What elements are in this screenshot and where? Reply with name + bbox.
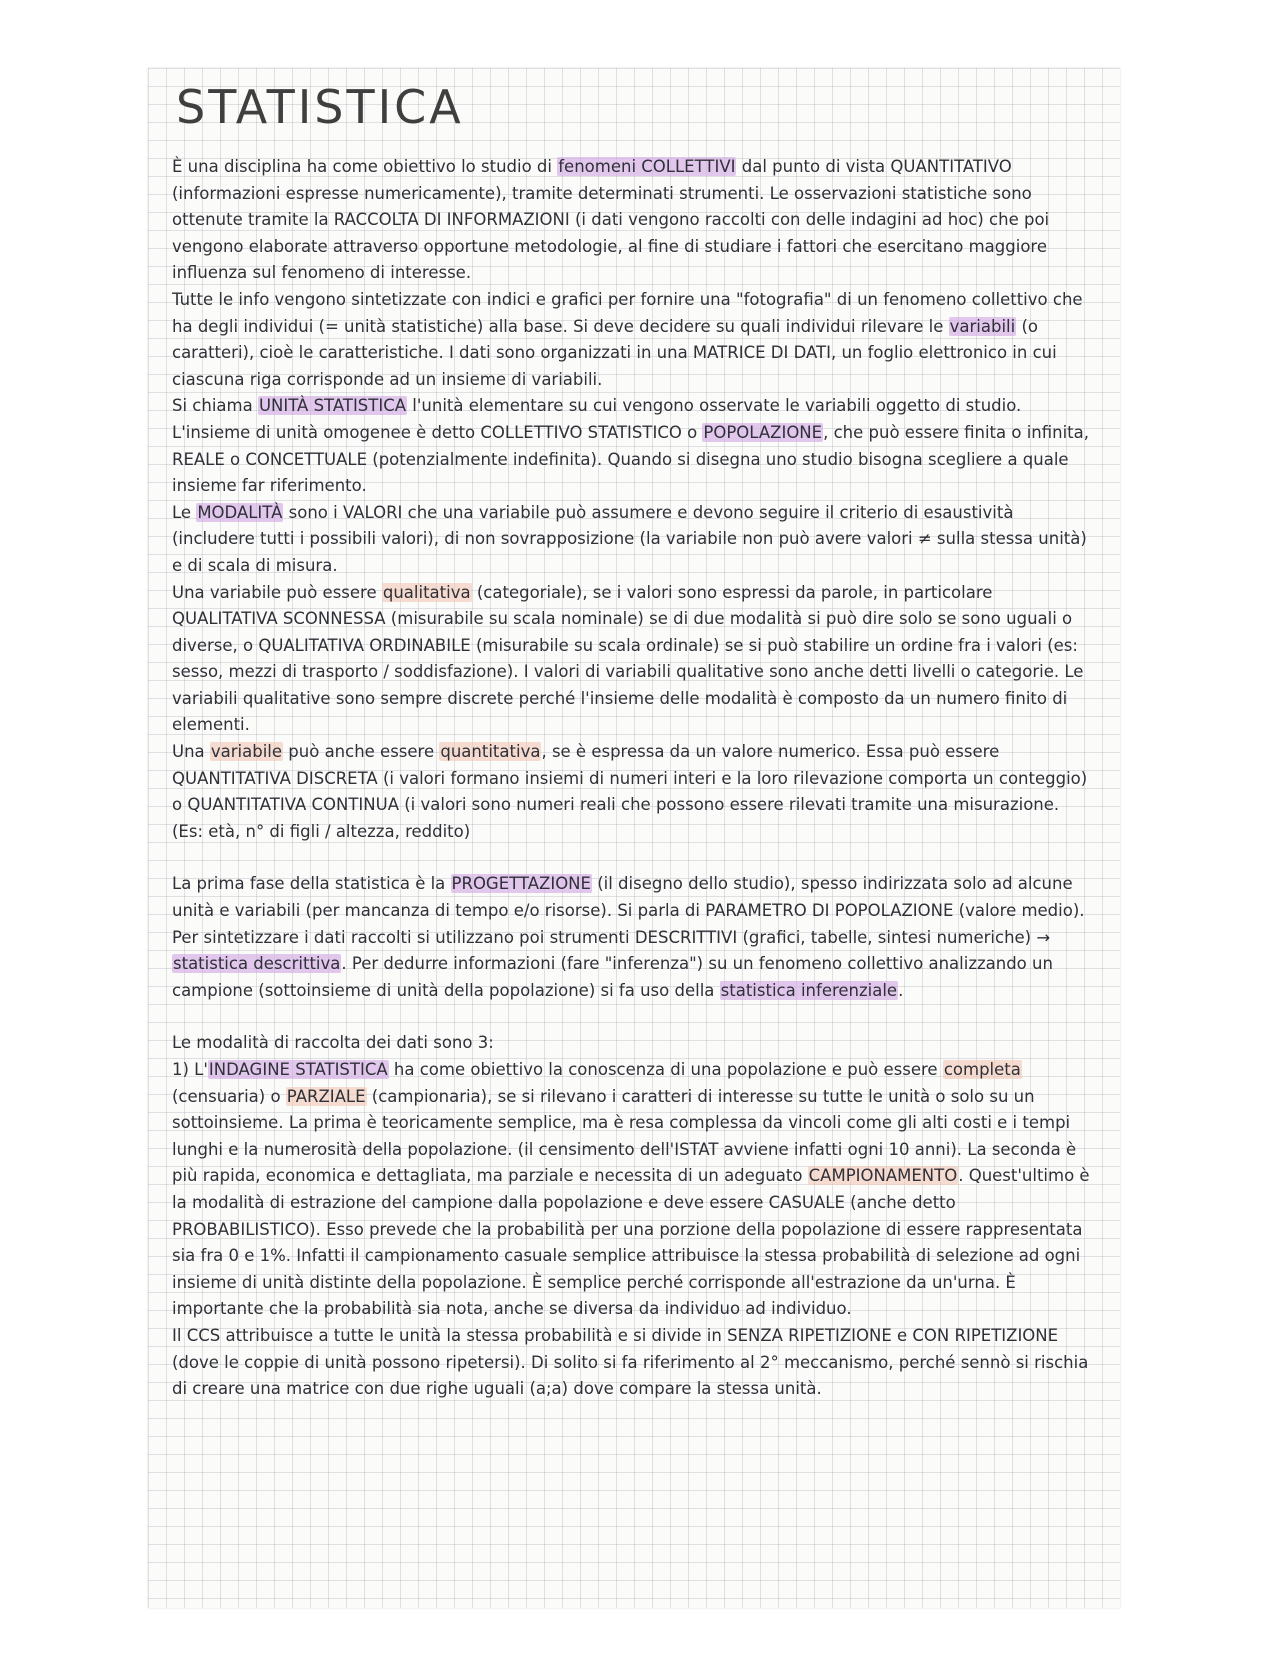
highlight-variabili: variabili	[949, 316, 1016, 336]
paragraph-modalita-raccolta: Le modalità di raccolta dei dati sono 3:	[172, 1033, 494, 1053]
highlight-statistica-descrittiva: statistica descrittiva	[173, 954, 341, 974]
highlight-progettazione: PROGETTAZIONE	[451, 874, 591, 894]
notes-body	[172, 154, 1094, 1403]
paragraph-indagine-statistica: 1) L'INDAGINE STATISTICA ha come obiettivo la conoscenza di una popolazione e può essere completa (censuaria) o PARZIALE (campionaria), se si rilevano i caratteri di interesse su tutte le unità o solo su un sottoinsieme. La prima è teoricamente semplice, ma è resa complessa da vincoli come gli alti costi e i tempi lunghi e la numerosità della popolazione. (il censimento dell'ISTAT avviene infatti ogni 10 anni). La seconda è più rapida, economica e dettagliata, ma parziale e necessita di un adeguato CAMPIONAMENTO. Quest'ultimo è la modalità di estrazione del campione dalla popolazione e deve essere CASUALE (anche detto PROBABILISTICO). Esso prevede che la probabilità per una porzione della popolazione di essere rappresentata sia fra 0 e 1%. Infatti il campionamento casuale semplice attribuisce la stessa probabilità di selezione ad ogni insieme di unità distinte della popolazione. È semplice perché corrisponde all'estrazione da un'urna. È importante che la probabilità sia nota, anche se diversa da individuo ad individuo.	[172, 1060, 1090, 1319]
highlight-campionamento: CAMPIONAMENTO	[808, 1166, 958, 1186]
highlight-completa: completa	[943, 1060, 1021, 1079]
highlight-fenomeni-collettivi: fenomeni COLLETTIVI	[558, 157, 736, 176]
paragraph-definition: È una disciplina ha come obiettivo lo studio di fenomeni COLLETTIVI dal punto di vista QUANTITATIVO (informazioni espresse numericamente), tramite determinati strumenti. Le osservazioni statistiche sono ottenute tramite la RACCOLTA DI INFORMAZIONI (i dati vengono raccolti con delle indagini ad hoc) che poi vengono elaborate attraverso opportune metodologie, al fine di studiare i fattori che esercitano maggiore influenza sul fenomeno di interesse.	[172, 157, 1050, 283]
paragraph-quantitativa: Una variabile può anche essere quantitativa, se è espressa da un valore numerico. Essa può essere QUANTITATIVA DISCRETA (i valori formano insiemi di numeri interi e la loro rilevazione comporta un conteggio) o QUANTITATIVA CONTINUA (i valori sono numeri reali che possono essere rilevati tramite una misurazione. (Es: età, n° di figli / altezza, reddito)	[172, 742, 1088, 841]
paragraph-progettazione: La prima fase della statistica è la PROGETTAZIONE (il disegno dello studio), spesso indirizzata solo ad alcune unità e variabili (per mancanza di tempo e/o risorse). Si parla di PARAMETRO DI POPOLAZIONE (valore medio). Per sintetizzare i dati raccolti si utilizzano poi strumenti DESCRITTIVI (grafici, tabelle, sintesi numeriche) → statistica descrittiva. Per dedurre informazioni (fare "inferenza") su un fenomeno collettivo analizzando un campione (sottoinsieme di unità della popolazione) si fa uso della statistica inferenziale.	[172, 874, 1085, 1000]
highlight-quantitativa: quantitativa	[440, 742, 541, 762]
page-title: STATISTICA	[176, 80, 464, 134]
highlight-statistica-inferenziale: statistica inferenziale	[720, 980, 898, 1000]
highlight-unita-statistica: UNITÀ STATISTICA	[258, 396, 407, 416]
highlight-parziale: PARZIALE	[286, 1086, 366, 1106]
spacer	[172, 1004, 1094, 1030]
paragraph-unita-statistica: Si chiama UNITÀ STATISTICA l'unità elementare su cui vengono osservate le variabili oggetto di studio. L'insieme di unità omogenee è detto COLLETTIVO STATISTICO o POPOLAZIONE, che può essere finita o infinita, REALE o CONCETTUALE (potenzialmente indefinita). Quando si disegna uno studio bisogna scegliere a quale insieme far riferimento.	[172, 396, 1089, 496]
highlight-qualitativa: qualitativa	[382, 582, 471, 602]
notebook-page	[148, 68, 1120, 1608]
highlight-indagine-statistica: INDAGINE STATISTICA	[208, 1060, 388, 1079]
paragraph-qualitativa: Una variabile può essere qualitativa (categoriale), se i valori sono espressi da parole, in particolare QUALITATIVA SCONNESSA (misurabile su scala nominale) se di due modalità si può dire solo se sono uguali o diverse, o QUALITATIVA ORDINABILE (misurabile su scala ordinale) se si può stabilire un ordine fra i valori (es: sesso, mezzi di trasporto / soddisfazione). I valori di variabili qualitative sono anche detti livelli o categorie. Le variabili qualitative sono sempre discrete perché l'insieme delle modalità è composto da un numero finito di elementi.	[172, 582, 1084, 735]
paragraph-variables: Tutte le info vengono sintetizzate con indici e grafici per fornire una "fotografia" di un fenomeno collettivo che ha degli individui (= unità statistiche) alla base. Si deve decidere su quali individui rilevare le variabili (o caratteri), cioè le caratteristiche. I dati sono organizzati in una MATRICE DI DATI, un foglio elettronico in cui ciascuna riga corrisponde ad un insieme di variabili.	[172, 289, 1083, 389]
highlight-variabile: variabile	[210, 742, 283, 762]
paragraph-modalita: Le MODALITÀ sono i VALORI che una variabile può assumere e devono seguire il criterio di esaustività (includere tutti i possibili valori), di non sovrapposizione (la variabile non può avere valori ≠ sulla stessa unità) e di scala di misura.	[172, 502, 1087, 575]
paragraph-ccs: Il CCS attribuisce a tutte le unità la stessa probabilità e si divide in SENZA RIPETIZIONE e CON RIPETIZIONE (dove le coppie di unità possono ripetersi). Di solito si fa riferimento al 2° meccanismo, perché sennò si rischia di creare una matrice con due righe uguali (a;a) dove compare la stessa unità.	[172, 1325, 1089, 1399]
highlight-popolazione: POPOLAZIONE	[703, 422, 823, 442]
spacer	[172, 845, 1094, 871]
highlight-modalita: MODALITÀ	[197, 502, 283, 522]
